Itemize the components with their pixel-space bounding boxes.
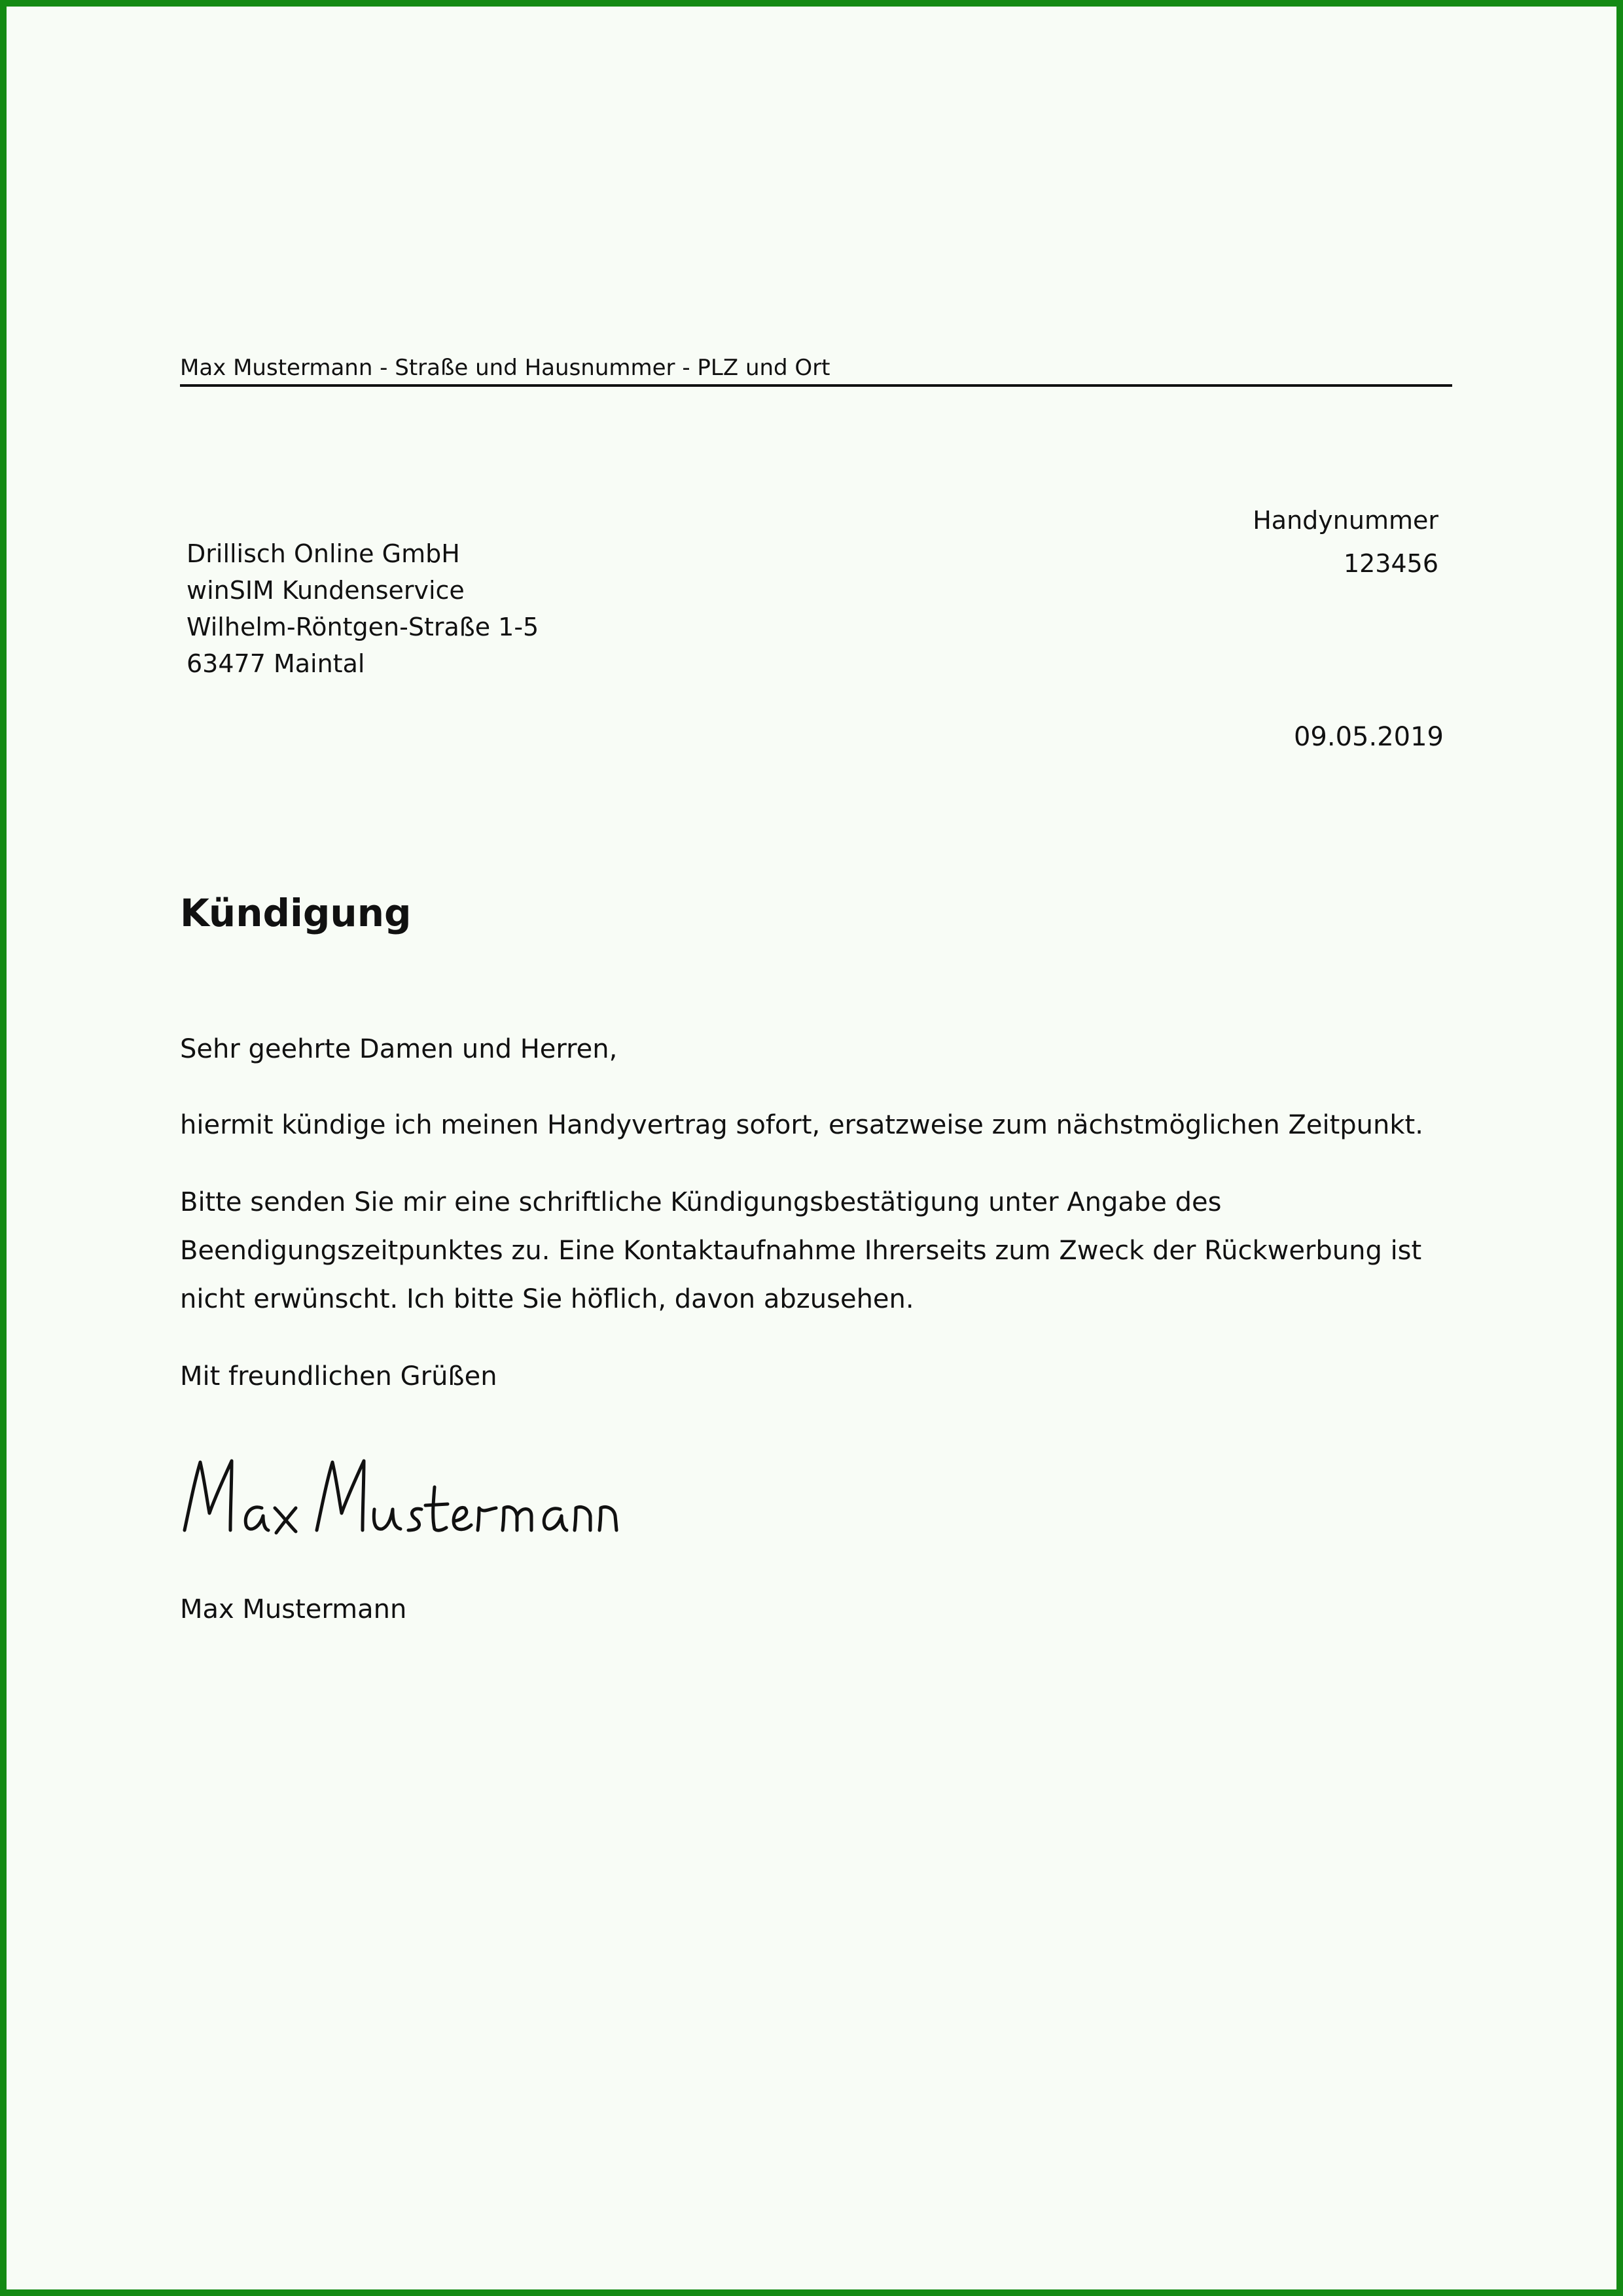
phone-info (1253, 499, 1438, 585)
printed-name: Max Mustermann (180, 1594, 407, 1624)
recipient-city: 63477 Maintal (187, 649, 365, 678)
body-paragraph: hiermit kündige ich meinen Handyvertrag sofort, ersatzweise zum nächstmöglichen Zeitpunkt. (180, 1110, 1423, 1140)
recipient-street: Wilhelm-Röntgen-Straße 1-5 (187, 613, 539, 641)
body-paragraph: Bitte senden Sie mir eine schriftliche Kündigungsbestätigung unter Angabe des Beendigungszeitpunktes zu. Eine Kontaktaufnahme Ihrerseits zum Zweck der Rückwerbung ist nicht erwünscht. Ich bitte Sie höflich, davon abzusehen. (180, 1187, 1422, 1314)
sender-divider (180, 384, 1452, 387)
recipient-company: Drillisch Online GmbH (187, 539, 460, 568)
recipient-address (187, 535, 539, 682)
letter-subject: Kündigung (180, 891, 412, 935)
phone-number: 123456 (1343, 549, 1438, 578)
letter-date: 09.05.2019 (1293, 722, 1444, 752)
recipient-department: winSIM Kundenservice (187, 576, 465, 605)
closing-phrase: Mit freundlichen Grüßen (180, 1361, 497, 1391)
phone-label: Handynummer (1253, 506, 1438, 535)
handwritten-signature (178, 1453, 636, 1551)
sender-address-line: Max Mustermann - Straße und Hausnummer - PLZ und Ort (180, 355, 830, 381)
salutation: Sehr geehrte Damen und Herren, (180, 1034, 618, 1064)
